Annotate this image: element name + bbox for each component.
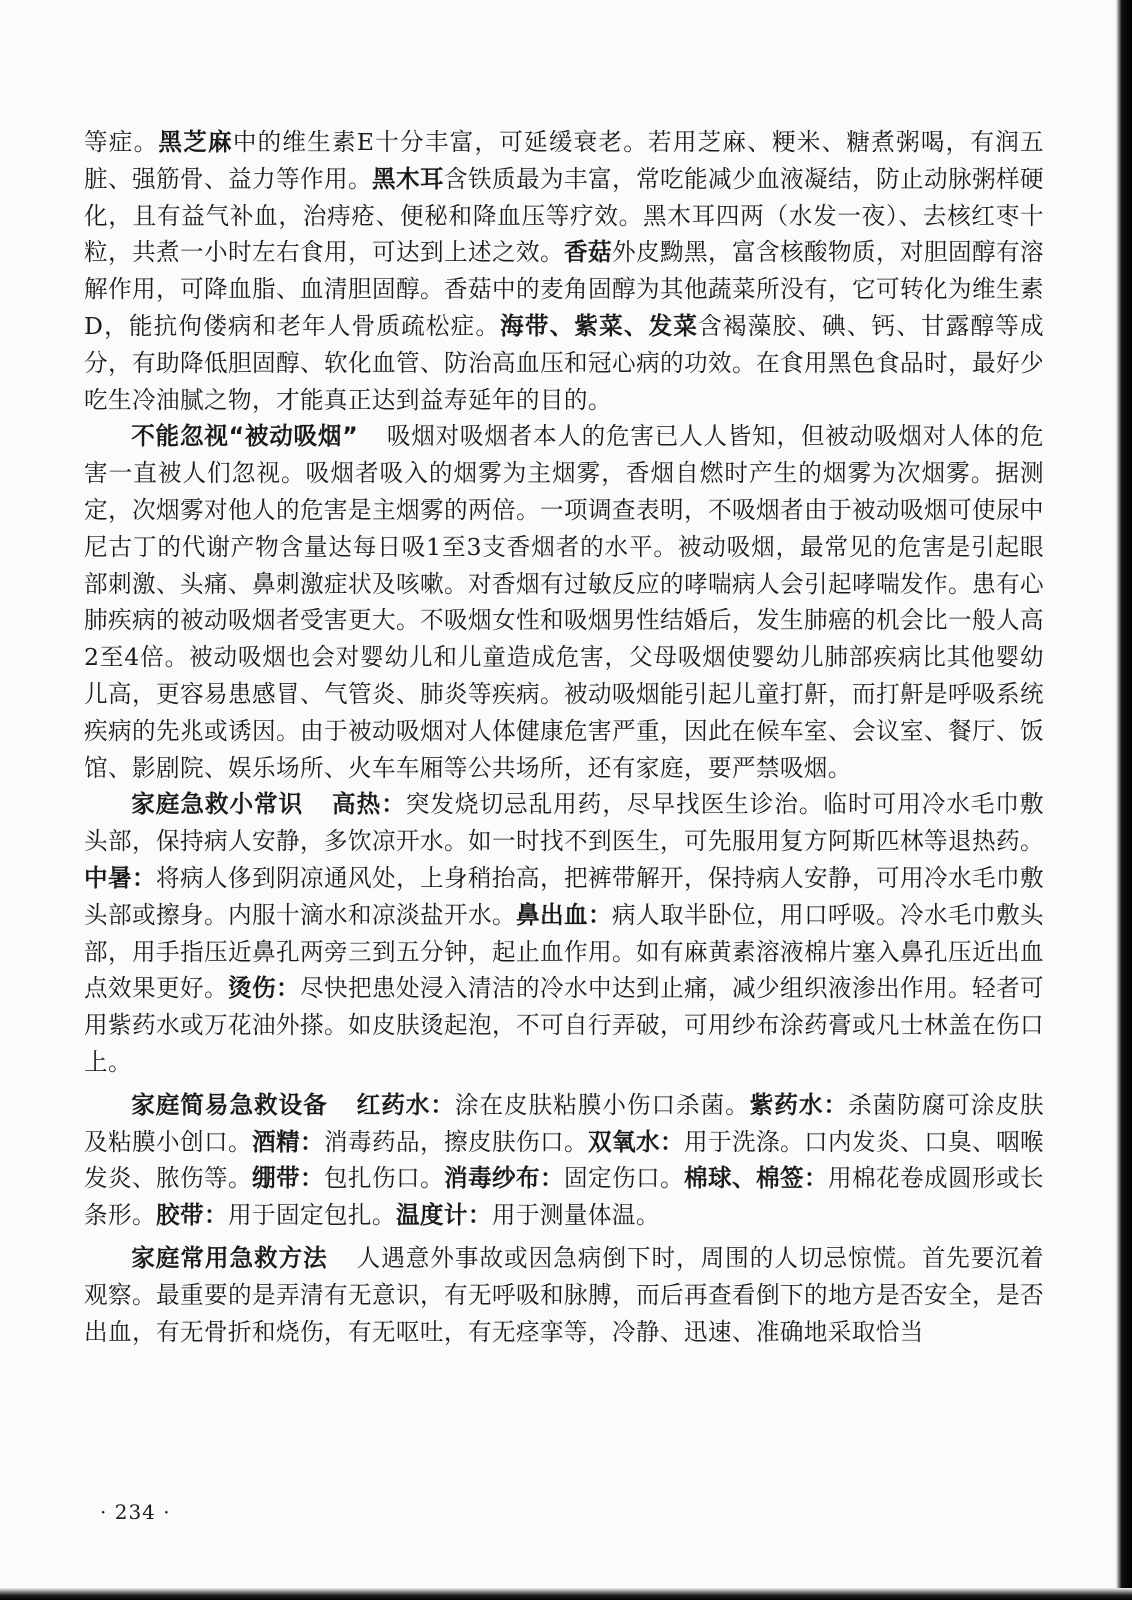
keyword-burn: 烫伤：	[228, 974, 300, 1003]
paragraph-first-aid-tips: 家庭急救小常识 高热：突发烧切忌乱用药，尽早找医生诊治。临时可用冷水毛巾敷头部，保持病人安静，多饮凉开水。如一时找不到医生，可先服用复方阿斯匹林等退热药。中暑：将病人侈到阴凉通风处，上身稍抬高，把裤带解开，保持病人安静，可用冷水毛巾敷头部或擦身。内服十滴水和凉淡盐开水。鼻出血：病人取半卧位，用口呼吸。冷水毛巾敷头部，用手指压近鼻孔两旁三到五分钟，起止血作用。如有麻黄素溶液棉片塞入鼻孔压近出血点效果更好。烫伤：尽快把患处浸入清洁的冷水中达到止痛，减少组织液渗出作用。轻者可用紫药水或万花油外搽。如皮肤烫起泡，不可自行弄破，可用纱布涂药膏或凡士林盖在伤口上。	[84, 790, 1045, 1076]
paragraph-first-aid-methods: 家庭常用急救方法 人遇意外事故或因急病倒下时，周围的人切忌惊慌。首先要沉着观察。最重要的是弄清有无意识，有无呼吸和脉膊，而后再查看倒下的地方是否安全，是否出血，有无骨折和烧伤，有无呕吐，有无痉挛等，冷静、迅速、准确地采取恰当	[84, 1243, 1044, 1346]
body-text	[84, 124, 1044, 1350]
section-heading-passive-smoking: 不能忽视“被动吸烟”	[131, 422, 359, 451]
keyword-alcohol: 酒精：	[252, 1127, 324, 1156]
keyword-seaweeds: 海带、紫菜、发菜	[500, 311, 699, 340]
section-heading-first-aid-tips: 家庭急救小常识	[131, 790, 304, 819]
keyword-bandage: 绷带：	[252, 1164, 324, 1193]
page-number: · 234 ·	[100, 1500, 171, 1524]
keyword-cotton-balls: 棉球、棉签：	[684, 1164, 828, 1193]
section-heading-first-aid-methods: 家庭常用急救方法	[131, 1243, 328, 1272]
scan-edge-bottom	[0, 1588, 1132, 1600]
paragraph-black-foods: 等症。黑芝麻中的维生素E十分丰富，可延缓衰老。若用芝麻、粳米、糖煮粥喝，有润五脏、强筋骨、益力等作用。黑木耳含铁质最为丰富，常吃能减少血液凝结，防止动脉粥样硬化，且有益气补血，治痔疮、便秘和降血压等疗效。黑木耳四两（水发一夜）、去核红枣十粒，共煮一小时左右食用，可达到上述之效。香菇外皮黝黑，富含核酸物质，对胆固醇有溶解作用，可降血脂、血清胆固醇。香菇中的麦角固醇为其他蔬菜所没有，它可转化为维生素D，能抗佝偻病和老年人骨质疏松症。海带、紫菜、发菜含褐藻胶、碘、钙、甘露醇等成分，有助降低胆固醇、软化血管、防治高血压和冠心病的功效。在食用黑色食品时，最好少吃生冷油腻之物，才能真正达到益寿延年的目的。	[84, 128, 1045, 414]
keyword-black-fungus: 黑木耳	[372, 164, 444, 193]
keyword-nosebleed: 鼻出血：	[516, 900, 612, 929]
keyword-tape: 胶带：	[155, 1201, 228, 1230]
keyword-heatstroke: 中暑：	[84, 863, 157, 892]
scan-edge-right	[1116, 0, 1132, 1600]
keyword-black-sesame: 黑芝麻	[158, 128, 233, 156]
paragraph-passive-smoking: 不能忽视“被动吸烟” 吸烟对吸烟者本人的危害已人人皆知，但被动吸烟对人体的危害一直被人们忽视。吸烟者吸入的烟雾为主烟雾，香烟自燃时产生的烟雾为次烟雾。据测定，次烟雾对他人的危害是主烟雾的两倍。一项调查表明，不吸烟者由于被动吸烟可使尿中尼古丁的代谢产物含量达每日吸1至3支香烟者的水平。被动吸烟，最常见的危害是引起眼部刺激、头痛、鼻刺激症状及咳嗽。对香烟有过敏反应的哮喘病人会引起哮喘发作。患有心肺疾病的被动吸烟者受害更大。不吸烟女性和吸烟男性结婚后，发生肺癌的机会比一般人高2至4倍。被动吸烟也会对婴幼儿和儿童造成危害，父母吸烟使婴幼儿肺部疾病比其他婴幼儿高，更容易患感冒、气管炎、肺炎等疾病。被动吸烟能引起儿童打鼾，而打鼾是呼吸系统疾病的先兆或诱因。由于被动吸烟对人体健康危害严重，因此在候车室、会议室、餐厅、饭馆、影剧院、娱乐场所、火车车厢等公共场所，还有家庭，要严禁吸烟。	[84, 422, 1044, 782]
keyword-mercurochrome: 红药水：	[356, 1090, 455, 1119]
keyword-thermometer: 温度计：	[395, 1201, 492, 1230]
keyword-gentian-violet: 紫药水：	[749, 1090, 849, 1119]
keyword-sterile-gauze: 消毒纱布：	[444, 1164, 564, 1193]
section-heading-first-aid-kit: 家庭简易急救设备	[131, 1090, 328, 1119]
keyword-hydrogen-peroxide: 双氧水：	[588, 1127, 684, 1156]
keyword-shiitake: 香菇	[564, 238, 612, 267]
keyword-high-fever: 高热：	[331, 790, 406, 819]
paragraph-first-aid-kit: 家庭简易急救设备 红药水：涂在皮肤粘膜小伤口杀菌。紫药水：杀菌防腐可涂皮肤及粘膜小创口。酒精：消毒药品，擦皮肤伤口。双氧水：用于洗涤。口内发炎、口臭、咽喉发炎、脓伤等。绷带：包扎伤口。消毒纱布：固定伤口。棉球、棉签：用棉花卷成圆形或长条形。胶带：用于固定包扎。温度计：用于测量体温。	[84, 1090, 1044, 1230]
